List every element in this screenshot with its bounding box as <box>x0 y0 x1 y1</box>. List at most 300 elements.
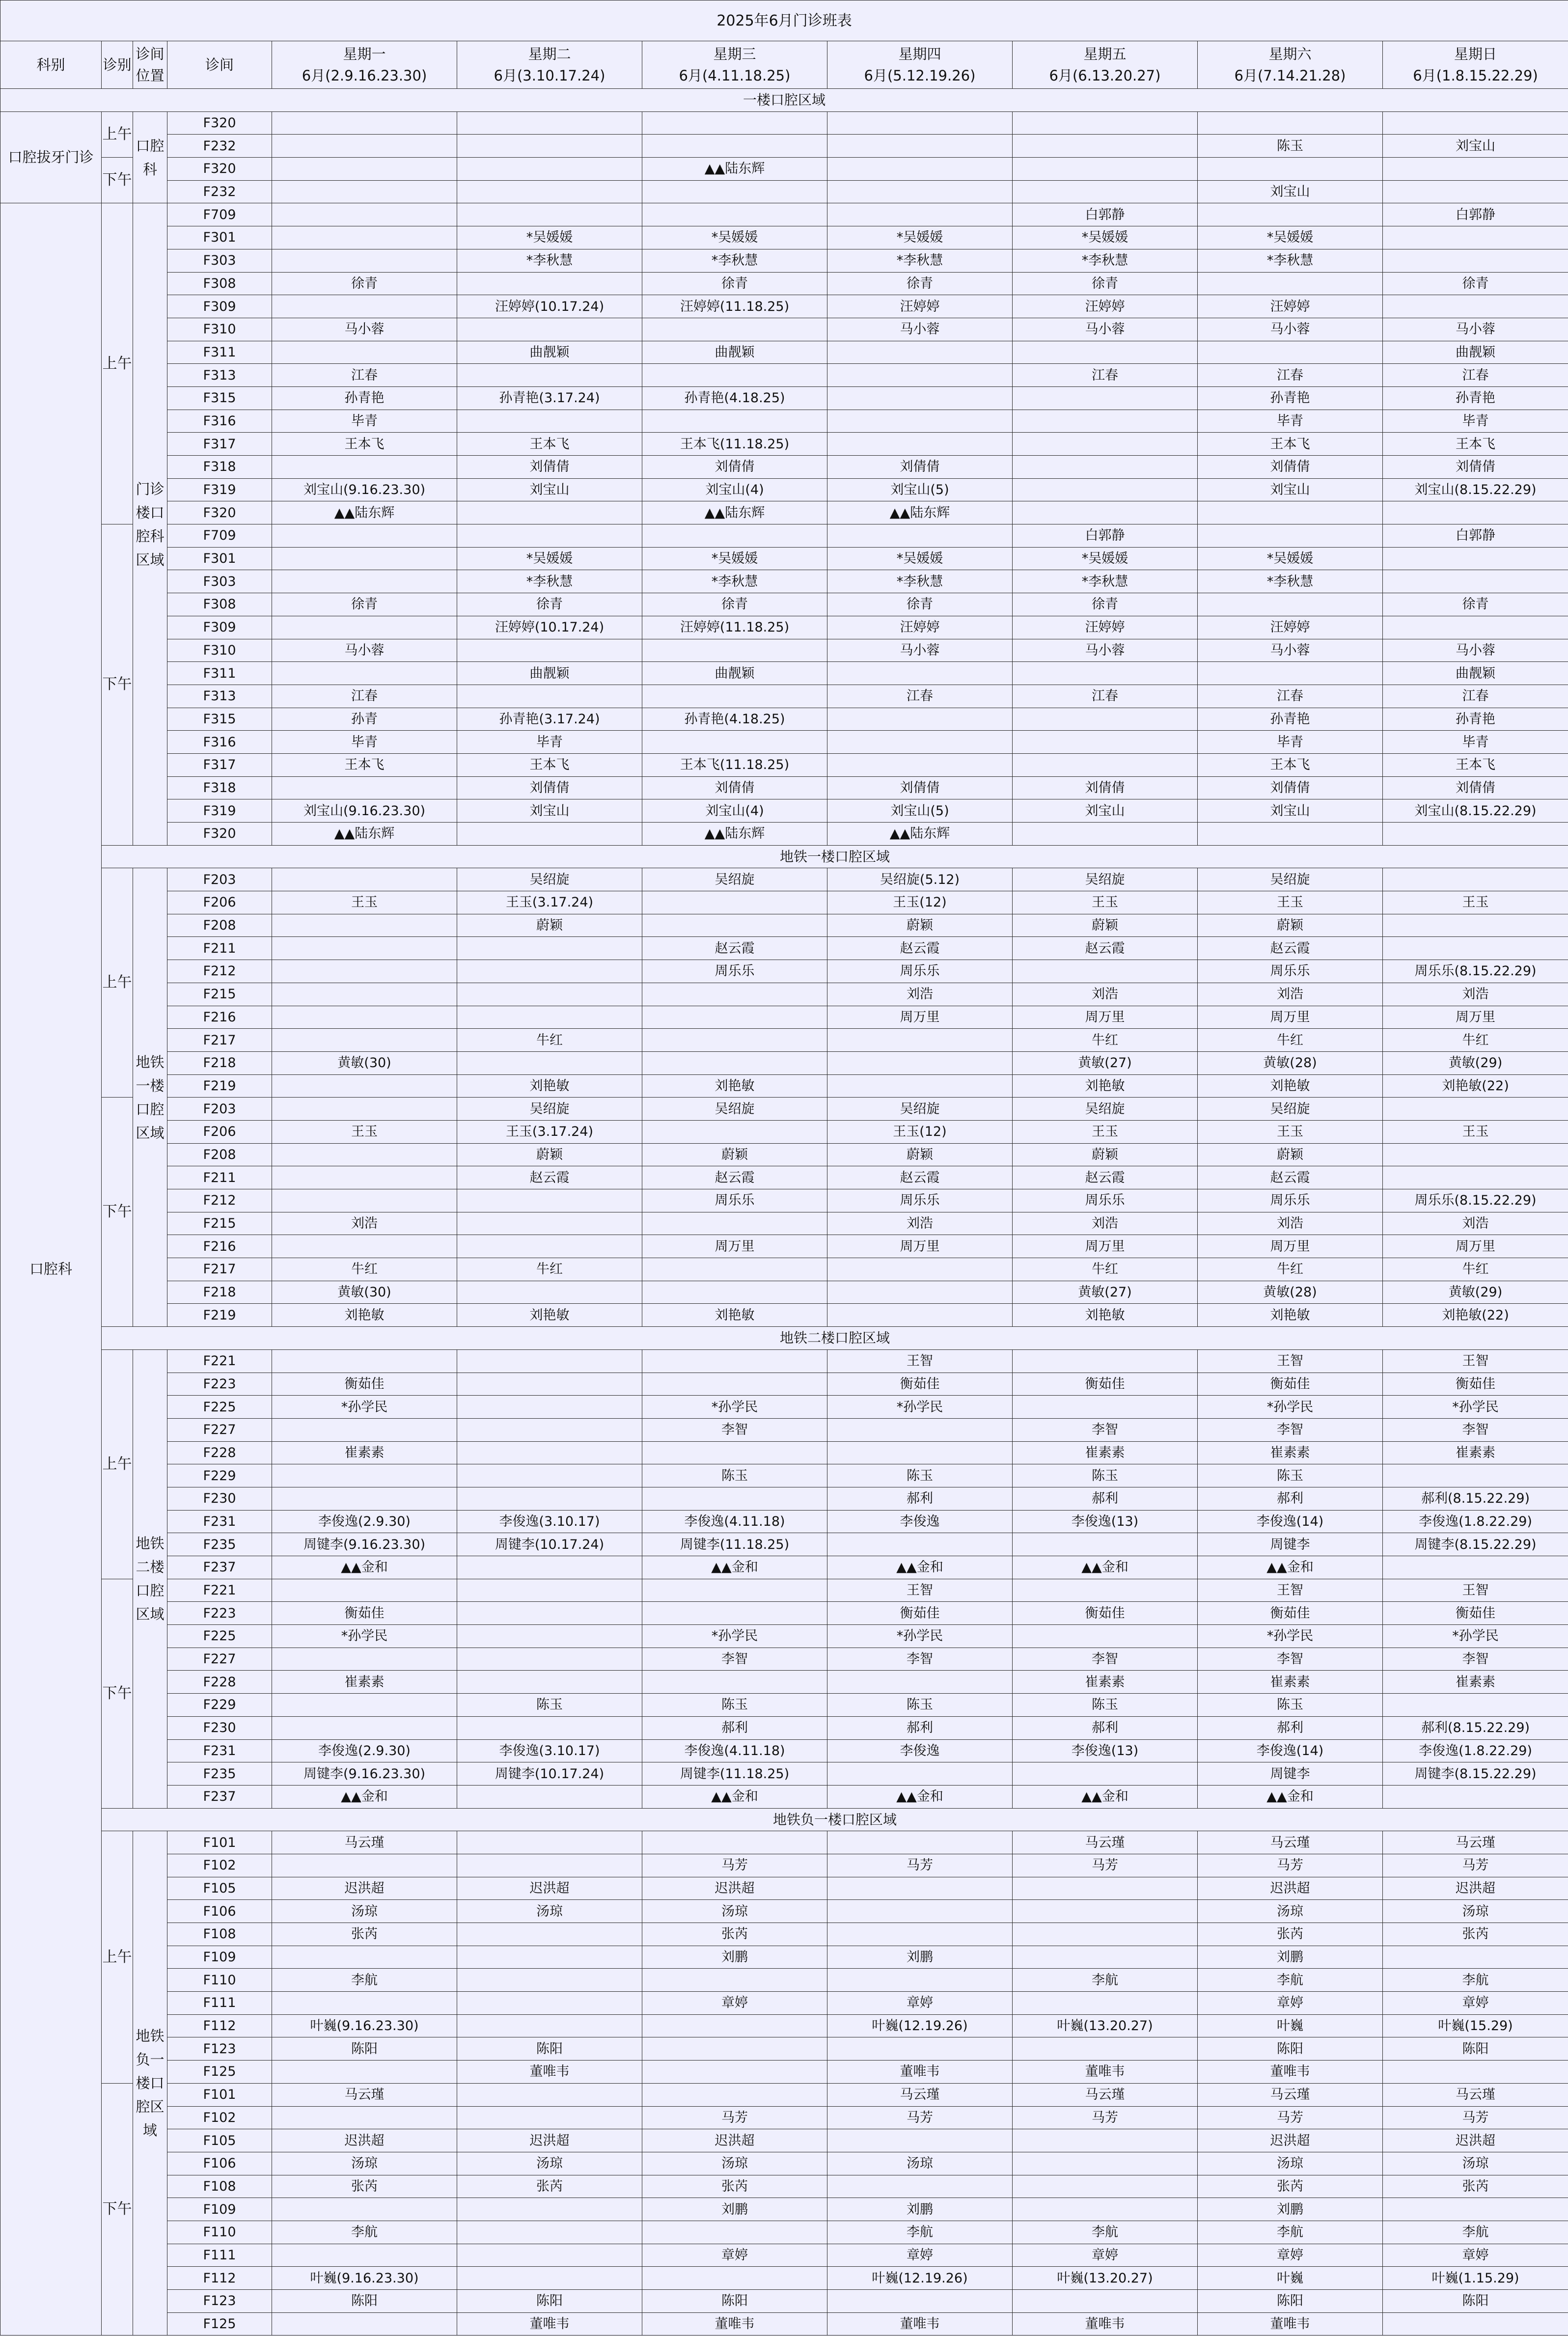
room-cell: F309 <box>167 616 272 639</box>
schedule-cell: 李俊逸 <box>827 1739 1013 1762</box>
schedule-cell: 章婷 <box>1383 1992 1568 2015</box>
schedule-cell <box>827 135 1013 158</box>
room-cell: F310 <box>167 318 272 341</box>
schedule-cell: 李智 <box>1013 1418 1198 1441</box>
period-label: 下午 <box>102 1579 133 1808</box>
schedule-cell: 徐青 <box>1013 593 1198 616</box>
room-cell: F106 <box>167 2152 272 2175</box>
schedule-cell: 章婷 <box>827 2244 1013 2267</box>
table-row <box>0 410 1568 433</box>
room-cell: F319 <box>167 478 272 501</box>
schedule-cell: 刘浩 <box>827 1212 1013 1235</box>
schedule-cell <box>1198 203 1383 226</box>
room-cell: F110 <box>167 1969 272 1992</box>
room-cell: F108 <box>167 1923 272 1946</box>
day-name: 星期四 <box>898 46 941 62</box>
schedule-cell: 毕青 <box>272 731 457 754</box>
schedule-cell: 叶巍 <box>1198 2014 1383 2037</box>
schedule-cell: 孙青艳(4.18.25) <box>642 386 827 410</box>
table-row <box>0 1120 1568 1143</box>
schedule-cell <box>272 937 457 960</box>
schedule-cell <box>1013 823 1198 846</box>
schedule-cell: 董唯韦 <box>457 2061 642 2084</box>
schedule-cell <box>1383 1143 1568 1166</box>
schedule-cell <box>272 1006 457 1029</box>
room-cell: F221 <box>167 1579 272 1602</box>
schedule-cell: *吴媛媛 <box>457 226 642 249</box>
room-cell: F223 <box>167 1602 272 1625</box>
schedule-cell <box>457 2244 642 2267</box>
period-label: 上午 <box>102 1831 133 2084</box>
schedule-cell: 陈玉 <box>457 1694 642 1717</box>
schedule-cell: *孙学民 <box>1383 1625 1568 1648</box>
schedule-cell: 蔚颖 <box>1013 1143 1198 1166</box>
table-row <box>0 249 1568 272</box>
schedule-cell <box>1013 2290 1198 2313</box>
schedule-cell: 王玉 <box>1013 1120 1198 1143</box>
schedule-cell <box>1013 456 1198 479</box>
schedule-cell <box>827 1923 1013 1946</box>
schedule-cell: 孙青艳 <box>272 386 457 410</box>
schedule-cell: 李俊逸(13) <box>1013 1739 1198 1762</box>
table-row <box>0 1671 1568 1694</box>
schedule-cell: 周万里 <box>827 1235 1013 1258</box>
table-row <box>0 2267 1568 2290</box>
schedule-cell <box>827 433 1013 456</box>
period-label: 下午 <box>102 2083 133 2336</box>
schedule-cell: 马小蓉 <box>272 318 457 341</box>
schedule-cell: 郝利(8.15.22.29) <box>1383 1716 1568 1739</box>
period-label: 上午 <box>102 203 133 524</box>
room-cell: F106 <box>167 1900 272 1923</box>
schedule-cell: 刘浩 <box>827 983 1013 1006</box>
schedule-cell: ▲▲金和 <box>1013 1556 1198 1579</box>
schedule-cell: 刘鹏 <box>827 2198 1013 2221</box>
schedule-cell: 刘艳敏 <box>1198 1304 1383 1327</box>
period-label: 上午 <box>102 868 133 1098</box>
schedule-cell <box>272 135 457 158</box>
schedule-cell: 周键李(9.16.23.30) <box>272 1533 457 1556</box>
table-row <box>0 180 1568 203</box>
schedule-cell <box>642 2267 827 2290</box>
room-cell: F227 <box>167 1648 272 1671</box>
room-cell: F301 <box>167 226 272 249</box>
table-row <box>0 1051 1568 1074</box>
schedule-cell: 刘浩 <box>1383 1212 1568 1235</box>
day-name: 星期二 <box>528 46 571 62</box>
day-dates: 6月(2.9.16.23.30) <box>302 67 427 84</box>
table-row <box>0 708 1568 731</box>
schedule-cell: 吴绍旋 <box>457 1098 642 1121</box>
schedule-cell: 王智 <box>1198 1349 1383 1373</box>
schedule-cell: 刘倩倩 <box>1013 776 1198 799</box>
schedule-cell: 刘艳敏(22) <box>1383 1074 1568 1098</box>
schedule-cell <box>457 1556 642 1579</box>
schedule-cell <box>642 1579 827 1602</box>
schedule-cell: 江春 <box>1198 685 1383 708</box>
schedule-cell: 周万里 <box>1198 1235 1383 1258</box>
schedule-cell: 王本飞(11.18.25) <box>642 433 827 456</box>
schedule-cell: 张芮 <box>1383 1923 1568 1946</box>
schedule-cell: 蔚颖 <box>827 914 1013 937</box>
table-row <box>0 501 1568 524</box>
schedule-cell <box>827 753 1013 776</box>
schedule-cell: 白郭静 <box>1383 203 1568 226</box>
schedule-cell <box>457 1051 642 1074</box>
schedule-cell <box>827 708 1013 731</box>
schedule-cell: 衡茹佳 <box>1383 1373 1568 1396</box>
schedule-cell: 陈阳 <box>1198 2037 1383 2061</box>
schedule-cell <box>1013 2175 1198 2198</box>
schedule-cell <box>457 1373 642 1396</box>
schedule-cell <box>1013 1900 1198 1923</box>
section-title: 地铁一楼口腔区域 <box>102 845 1568 868</box>
schedule-cell <box>827 111 1013 135</box>
schedule-cell <box>1013 111 1198 135</box>
section-title: 地铁负一楼口腔区域 <box>102 1808 1568 1831</box>
schedule-cell: 周万里 <box>827 1006 1013 1029</box>
schedule-cell <box>457 2106 642 2129</box>
schedule-cell <box>1383 823 1568 846</box>
schedule-cell: 周键李 <box>1198 1533 1383 1556</box>
schedule-cell <box>1383 501 1568 524</box>
schedule-cell: 衡茹佳 <box>1198 1373 1383 1396</box>
schedule-cell <box>1013 341 1198 364</box>
schedule-cell <box>272 1235 457 1258</box>
schedule-cell: 李智 <box>1198 1418 1383 1441</box>
schedule-cell <box>1013 708 1198 731</box>
room-cell: F301 <box>167 547 272 570</box>
schedule-cell: 刘鹏 <box>1198 1946 1383 1969</box>
header-day <box>1013 41 1198 89</box>
table-row <box>0 1533 1568 1556</box>
schedule-cell: 刘倩倩 <box>457 456 642 479</box>
table-row <box>0 1143 1568 1166</box>
table-row <box>0 868 1568 891</box>
schedule-cell <box>1013 753 1198 776</box>
schedule-cell: 刘宝山(5) <box>827 478 1013 501</box>
table-row <box>0 2037 1568 2061</box>
schedule-cell <box>827 1418 1013 1441</box>
schedule-cell: ▲▲金和 <box>827 1556 1013 1579</box>
schedule-cell: 李智 <box>1383 1418 1568 1441</box>
table-row <box>0 547 1568 570</box>
schedule-cell <box>827 364 1013 387</box>
room-cell: F112 <box>167 2014 272 2037</box>
room-cell: F206 <box>167 1120 272 1143</box>
schedule-cell <box>642 2014 827 2037</box>
table-row <box>0 639 1568 662</box>
schedule-cell <box>272 1349 457 1373</box>
table-row <box>0 456 1568 479</box>
schedule-cell <box>827 341 1013 364</box>
schedule-cell <box>1383 295 1568 318</box>
schedule-cell: 迟洪超 <box>1198 1877 1383 1900</box>
schedule-cell: 刘鹏 <box>642 1946 827 1969</box>
room-cell: F315 <box>167 708 272 731</box>
schedule-cell: 刘倩倩 <box>1383 456 1568 479</box>
schedule-cell <box>457 1396 642 1419</box>
schedule-cell: 黄敏(30) <box>272 1281 457 1304</box>
schedule-cell <box>1383 937 1568 960</box>
schedule-cell: 郝利 <box>1198 1716 1383 1739</box>
schedule-cell: 白郭静 <box>1383 524 1568 548</box>
table-row <box>0 2244 1568 2267</box>
schedule-cell: 马小蓉 <box>1198 639 1383 662</box>
schedule-cell: 汪婷婷 <box>1013 616 1198 639</box>
schedule-cell <box>272 1074 457 1098</box>
schedule-cell: 陈阳 <box>457 2037 642 2061</box>
section-title: 地铁二楼口腔区域 <box>102 1327 1568 1350</box>
schedule-cell: 吴绍旋 <box>1198 868 1383 891</box>
schedule-cell: 崔素素 <box>1198 1671 1383 1694</box>
schedule-cell <box>272 1854 457 1877</box>
room-cell: F227 <box>167 1418 272 1441</box>
schedule-cell: 汤琼 <box>272 2152 457 2175</box>
table-row <box>0 318 1568 341</box>
schedule-cell <box>1383 570 1568 593</box>
schedule-cell <box>1383 1694 1568 1717</box>
room-cell: F216 <box>167 1006 272 1029</box>
header-room: 诊间 <box>167 41 272 89</box>
schedule-cell <box>457 2198 642 2221</box>
room-cell: F125 <box>167 2312 272 2336</box>
room-cell: F310 <box>167 639 272 662</box>
schedule-cell: 章婷 <box>1198 2244 1383 2267</box>
schedule-cell: 刘宝山(4) <box>642 478 827 501</box>
room-cell: F221 <box>167 1349 272 1373</box>
schedule-cell: 李俊逸(1.8.22.29) <box>1383 1739 1568 1762</box>
location-label: 口腔科 <box>133 111 167 203</box>
schedule-cell: *吴媛媛 <box>642 547 827 570</box>
schedule-cell: ▲▲金和 <box>1198 1785 1383 1808</box>
schedule-cell: 赵云霞 <box>1013 1166 1198 1189</box>
schedule-cell: 刘宝山(9.16.23.30) <box>272 478 457 501</box>
schedule-cell <box>1383 226 1568 249</box>
schedule-cell <box>827 2037 1013 2061</box>
schedule-cell: 吴绍旋 <box>457 868 642 891</box>
day-name: 星期六 <box>1268 46 1312 62</box>
schedule-cell <box>827 158 1013 181</box>
schedule-cell: 李俊逸(13) <box>1013 1510 1198 1533</box>
schedule-cell <box>272 2244 457 2267</box>
schedule-cell: 白郭静 <box>1013 203 1198 226</box>
schedule-cell: 江春 <box>827 685 1013 708</box>
period-label: 下午 <box>102 1098 133 1327</box>
room-cell: F123 <box>167 2290 272 2313</box>
schedule-cell: 赵云霞 <box>1013 937 1198 960</box>
table-row <box>0 2198 1568 2221</box>
schedule-cell: 刘艳敏 <box>457 1304 642 1327</box>
table-row <box>0 341 1568 364</box>
schedule-cell: 迟洪超 <box>1383 2129 1568 2152</box>
table-row <box>0 1166 1568 1189</box>
schedule-cell <box>827 2175 1013 2198</box>
schedule-cell: 徐青 <box>272 272 457 295</box>
day-name: 星期三 <box>713 46 756 62</box>
schedule-cell: 孙青艳 <box>1198 708 1383 731</box>
schedule-cell: 陈玉 <box>1013 1464 1198 1487</box>
schedule-cell <box>457 524 642 548</box>
day-dates: 6月(7.14.21.28) <box>1234 67 1346 84</box>
schedule-cell <box>642 1349 827 1373</box>
schedule-cell: 吴绍旋 <box>1013 868 1198 891</box>
schedule-cell: 曲靓颖 <box>1383 662 1568 685</box>
schedule-cell: *李秋慧 <box>1013 249 1198 272</box>
schedule-cell: 周乐乐 <box>827 1189 1013 1212</box>
schedule-cell: ▲▲陆东辉 <box>272 823 457 846</box>
schedule-cell: 徐青 <box>642 272 827 295</box>
schedule-cell: *李秋慧 <box>457 249 642 272</box>
schedule-cell <box>272 1648 457 1671</box>
table-row <box>0 1235 1568 1258</box>
schedule-cell <box>1013 2129 1198 2152</box>
room-cell: F311 <box>167 662 272 685</box>
schedule-cell <box>1383 2198 1568 2221</box>
room-cell: F101 <box>167 1831 272 1854</box>
schedule-cell: 刘鹏 <box>827 1946 1013 1969</box>
schedule-cell: 牛红 <box>1383 1029 1568 1052</box>
schedule-cell: 江春 <box>272 364 457 387</box>
schedule-cell: 孙青艳 <box>1383 708 1568 731</box>
schedule-cell <box>1383 1098 1568 1121</box>
schedule-cell <box>457 203 642 226</box>
schedule-cell: 王本飞 <box>457 433 642 456</box>
schedule-cell <box>272 570 457 593</box>
schedule-cell: 马云瑾 <box>272 2083 457 2106</box>
schedule-cell: 汪婷婷 <box>827 295 1013 318</box>
schedule-cell: 曲靓颖 <box>1383 341 1568 364</box>
schedule-cell <box>272 1166 457 1189</box>
room-cell: F317 <box>167 753 272 776</box>
schedule-cell <box>272 1579 457 1602</box>
schedule-cell <box>827 662 1013 685</box>
schedule-cell: 汪婷婷 <box>827 616 1013 639</box>
room-cell: F219 <box>167 1304 272 1327</box>
schedule-cell: 郝利(8.15.22.29) <box>1383 1487 1568 1510</box>
schedule-cell: 吴绍旋(5.12) <box>827 868 1013 891</box>
schedule-cell: 牛红 <box>1198 1258 1383 1281</box>
schedule-cell: 徐青 <box>1013 272 1198 295</box>
schedule-cell: 汤琼 <box>1383 1900 1568 1923</box>
schedule-cell <box>457 1212 642 1235</box>
header-day <box>1198 41 1383 89</box>
schedule-cell: 牛红 <box>457 1258 642 1281</box>
schedule-cell <box>272 1464 457 1487</box>
schedule-cell: 吴绍旋 <box>827 1098 1013 1121</box>
schedule-cell: 蔚颖 <box>457 1143 642 1166</box>
schedule-cell <box>642 1671 827 1694</box>
schedule-cell: 徐青 <box>1383 593 1568 616</box>
room-cell: F709 <box>167 524 272 548</box>
header-day <box>827 41 1013 89</box>
schedule-cell: 王本飞 <box>272 433 457 456</box>
schedule-cell: 陈玉 <box>642 1694 827 1717</box>
table-row <box>0 983 1568 1006</box>
table-row <box>0 1418 1568 1441</box>
schedule-cell: *孙学民 <box>827 1396 1013 1419</box>
schedule-cell: 赵云霞 <box>457 1166 642 1189</box>
table-row <box>0 2175 1568 2198</box>
schedule-cell <box>1013 501 1198 524</box>
schedule-cell <box>642 180 827 203</box>
schedule-cell <box>642 135 827 158</box>
schedule-cell: 江春 <box>272 685 457 708</box>
schedule-cell: 周乐乐 <box>1198 960 1383 983</box>
schedule-cell: 马芳 <box>1383 1854 1568 1877</box>
schedule-cell: 赵云霞 <box>642 937 827 960</box>
schedule-cell: 迟洪超 <box>642 2129 827 2152</box>
schedule-cell <box>457 1625 642 1648</box>
schedule-cell: *孙学民 <box>1198 1396 1383 1419</box>
table-row <box>0 1648 1568 1671</box>
table-row <box>0 135 1568 158</box>
schedule-cell: 周万里 <box>1013 1235 1198 1258</box>
schedule-cell <box>1198 524 1383 548</box>
day-dates: 6月(4.11.18.25) <box>679 67 791 84</box>
schedule-cell <box>827 1762 1013 1786</box>
schedule-cell <box>272 2061 457 2084</box>
schedule-cell <box>1198 111 1383 135</box>
schedule-cell: 王玉(12) <box>827 1120 1013 1143</box>
schedule-cell: 迟洪超 <box>272 1877 457 1900</box>
schedule-cell <box>1013 433 1198 456</box>
table-row <box>0 1189 1568 1212</box>
room-cell: F208 <box>167 914 272 937</box>
schedule-cell: 周乐乐(8.15.22.29) <box>1383 1189 1568 1212</box>
section-row <box>0 89 1568 112</box>
schedule-cell: 周万里 <box>1198 1006 1383 1029</box>
schedule-cell <box>642 731 827 754</box>
schedule-cell <box>457 823 642 846</box>
schedule-cell: 吴绍旋 <box>642 868 827 891</box>
schedule-cell <box>272 1029 457 1052</box>
schedule-cell <box>1013 410 1198 433</box>
table-row <box>0 1694 1568 1717</box>
schedule-cell <box>1013 386 1198 410</box>
schedule-cell: *李秋慧 <box>642 249 827 272</box>
schedule-cell: 周乐乐(8.15.22.29) <box>1383 960 1568 983</box>
schedule-cell: 曲靓颖 <box>642 662 827 685</box>
schedule-cell <box>642 983 827 1006</box>
schedule-cell: 李俊逸(14) <box>1198 1510 1383 1533</box>
schedule-cell: ▲▲陆东辉 <box>827 501 1013 524</box>
schedule-cell: 李俊逸(3.10.17) <box>457 1510 642 1533</box>
day-name: 星期五 <box>1083 46 1127 62</box>
schedule-cell: 陈玉 <box>827 1694 1013 1717</box>
schedule-cell: 王玉(3.17.24) <box>457 891 642 914</box>
schedule-cell: 叶巍(12.19.26) <box>827 2014 1013 2037</box>
schedule-cell: 衡茹佳 <box>1013 1602 1198 1625</box>
schedule-cell <box>1383 158 1568 181</box>
schedule-cell <box>1383 1166 1568 1189</box>
schedule-cell: *吴媛媛 <box>1013 547 1198 570</box>
schedule-cell: 周乐乐 <box>642 1189 827 1212</box>
table-row <box>0 1074 1568 1098</box>
schedule-cell <box>1383 616 1568 639</box>
schedule-cell <box>272 341 457 364</box>
schedule-cell <box>1383 1946 1568 1969</box>
schedule-cell <box>272 868 457 891</box>
schedule-cell <box>827 1900 1013 1923</box>
schedule-cell: 张芮 <box>457 2175 642 2198</box>
schedule-cell: 汤琼 <box>457 2152 642 2175</box>
schedule-cell <box>1383 249 1568 272</box>
schedule-cell <box>1013 731 1198 754</box>
schedule-cell: 王本飞 <box>1198 753 1383 776</box>
schedule-cell: 张芮 <box>1198 1923 1383 1946</box>
schedule-cell <box>827 2129 1013 2152</box>
